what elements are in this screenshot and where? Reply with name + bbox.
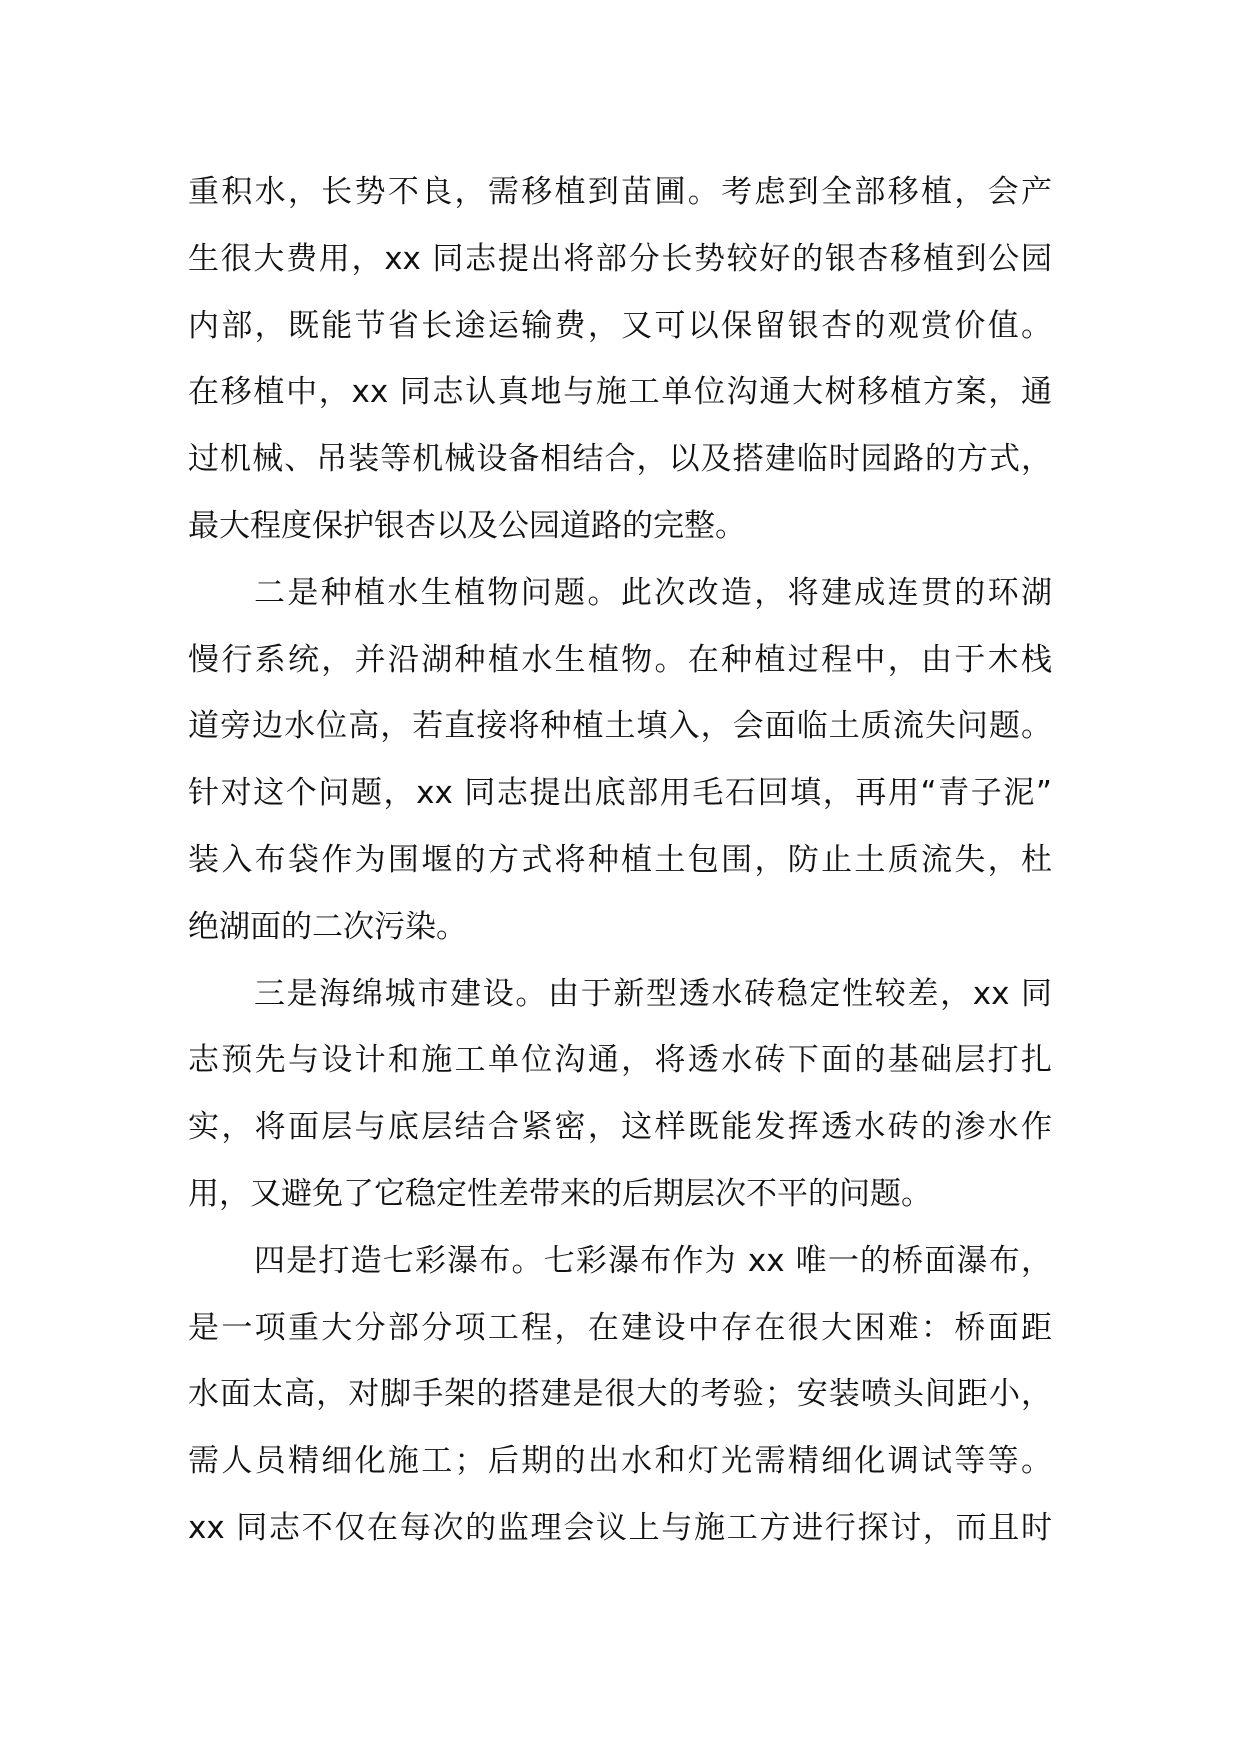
text-line: 二是种植水生植物问题。此次改造，将建成连贯的环湖 [254, 574, 1052, 611]
text-line: 水面太高，对脚手架的搭建是很大的考验；安装喷头间距小， [188, 1376, 1052, 1413]
text-line: 在移植中，xx 同志认真地与施工单位沟通大树移植方案，通 [188, 374, 1052, 411]
body-text [188, 159, 1052, 1562]
paragraph-2 [188, 560, 1052, 961]
text-line: 道旁边水位高，若直接将种植土填入，会面临土质流失问题。 [188, 708, 1052, 745]
text-line: 内部，既能节省长途运输费，又可以保留银杏的观赏价值。 [188, 307, 1052, 344]
text-line: 慢行系统，并沿湖种植水生植物。在种植过程中，由于木栈 [188, 641, 1052, 678]
text-line: 绝湖面的二次污染。 [188, 908, 467, 945]
text-line: 四是打造七彩瀑布。七彩瀑布作为 xx 唯一的桥面瀑布， [254, 1242, 1052, 1279]
text-line: xx 同志不仅在每次的监理会议上与施工方进行探讨，而且时 [188, 1509, 1052, 1546]
text-line: 是一项重大分部分项工程，在建设中存在很大困难：桥面距 [188, 1309, 1052, 1346]
text-line: 最大程度保护银杏以及公园道路的完整。 [188, 507, 746, 544]
paragraph-1 [188, 159, 1052, 560]
paragraph-4 [188, 1228, 1052, 1562]
text-line: 生很大费用，xx 同志提出将部分长势较好的银杏移植到公园 [188, 240, 1052, 277]
text-line: 重积水，长势不良，需移植到苗圃。考虑到全部移植，会产 [188, 174, 1052, 210]
text-line: 志预先与设计和施工单位沟通，将透水砖下面的基础层打扎 [188, 1042, 1052, 1079]
text-line: 三是海绵城市建设。由于新型透水砖稳定性较差，xx 同 [254, 975, 1052, 1012]
text-line: 装入布袋作为围堰的方式将种植土包围，防止土质流失，杜 [188, 841, 1052, 878]
text-line: 针对这个问题，xx 同志提出底部用毛石回填，再用“青子泥” [188, 775, 1052, 812]
text-line: 用，又避免了它稳定性差带来的后期层次不平的问题。 [188, 1175, 932, 1212]
paragraph-3 [188, 961, 1052, 1228]
text-line: 过机械、吊装等机械设备相结合，以及搭建临时园路的方式， [188, 441, 1052, 478]
text-line: 实，将面层与底层结合紧密，这样既能发挥透水砖的渗水作 [188, 1109, 1052, 1146]
text-line: 需人员精细化施工；后期的出水和灯光需精细化调试等等。 [188, 1443, 1052, 1480]
